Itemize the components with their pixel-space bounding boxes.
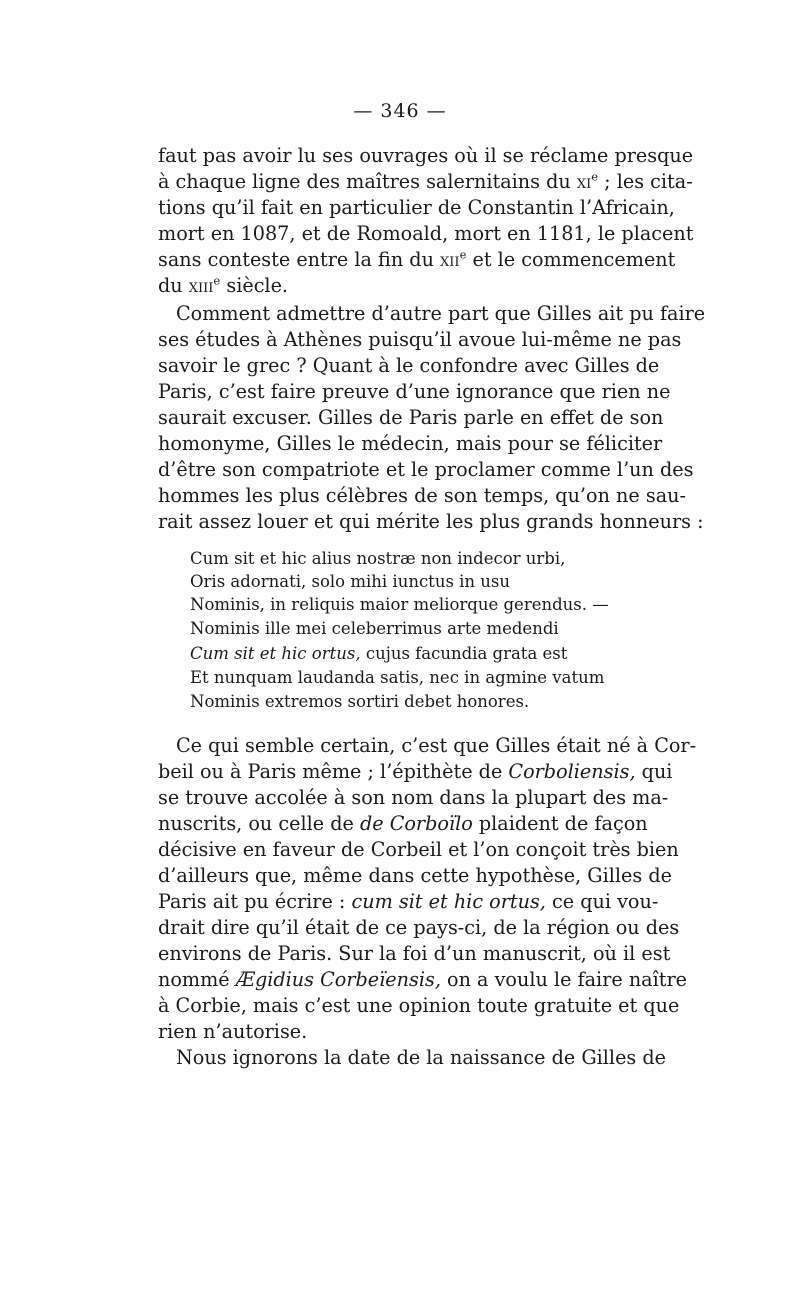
- text-line: saurait excuser. Gilles de Paris parle en effet de son: [158, 406, 664, 429]
- text-fragment: beil ou à Paris même ; l’épithète de: [158, 760, 509, 783]
- text-line: Paris, c’est faire preuve d’une ignorance que rien ne: [158, 380, 671, 403]
- superscript: e: [591, 169, 599, 184]
- verse-line: Nominis, in reliquis maior meliorque gerendus. —: [190, 595, 609, 614]
- text-line: se trouve accolée à son nom dans la plupart des ma-: [158, 786, 669, 809]
- italic-text: Corboliensis,: [508, 760, 636, 783]
- text-line: savoir le grec ? Quant à le confondre avec Gilles de: [158, 354, 660, 377]
- text-line: Ce qui semble certain, c’est que Gilles était né à Cor-: [176, 734, 697, 757]
- text-line: [158, 169, 693, 194]
- text-line: environs de Paris. Sur la foi d’un manuscrit, où il est: [158, 942, 671, 965]
- italic-text: de Corboïlo: [359, 812, 473, 835]
- italic-text: Ægidius Corbeïensis,: [235, 968, 441, 991]
- verse-line: Oris adornati, solo mihi iunctus in usu: [190, 572, 511, 591]
- text-line: [158, 811, 646, 836]
- text-line: d’être son compatriote et le proclamer comme l’un des: [158, 458, 694, 481]
- text-fragment: ; les cita-: [598, 170, 693, 193]
- text-fragment: sans conteste entre la fin du: [158, 248, 441, 271]
- text-line: ses études à Athènes puisqu’il avoue lui-même ne pas: [158, 328, 682, 351]
- verse-line: [190, 643, 567, 665]
- superscript: e: [459, 247, 467, 262]
- text-fragment: Paris ait pu écrire :: [158, 890, 352, 913]
- text-line: Nous ignorons la date de la naissance de Gilles de: [176, 1046, 667, 1069]
- text-fragment: qui: [635, 760, 673, 783]
- verse-line: Nominis extremos sortiri debet honores.: [190, 692, 530, 711]
- text-fragment: nuscrits, ou celle de: [158, 812, 360, 835]
- text-line: homonyme, Gilles le médecin, mais pour se féliciter: [158, 432, 663, 455]
- text-fragment: cujus facundia grata est: [360, 644, 568, 663]
- text-line: rait assez louer et qui mérite les plus grands honneurs :: [158, 510, 704, 533]
- text-line: à Corbie, mais c’est une opinion toute gratuite et que: [158, 994, 680, 1017]
- text-fragment: on a voulu le faire naître: [440, 968, 687, 991]
- text-fragment: et le commencement: [466, 248, 676, 271]
- text-line: rien n’autorise.: [158, 1020, 308, 1043]
- page-number: — 346 —: [353, 100, 447, 122]
- text-line: [158, 247, 676, 272]
- text-line: [158, 759, 673, 784]
- text-fragment: à chaque ligne des maîtres salernitains du: [158, 170, 577, 193]
- verse-line: Nominis ille mei celeberrimus arte medendi: [190, 619, 559, 638]
- text-line: Comment admettre d’autre part que Gilles ait pu faire: [176, 302, 706, 325]
- text-line: [158, 967, 687, 992]
- text-line: [158, 889, 659, 914]
- italic-text: cum sit et hic ortus,: [351, 890, 546, 913]
- verse-line: Cum sit et hic alius nostræ non indecor urbi,: [190, 549, 566, 568]
- text-fragment: siècle.: [220, 274, 289, 297]
- roman-numeral: xi: [576, 170, 592, 193]
- roman-numeral: xii: [440, 248, 460, 271]
- text-line: drait dire qu’il était de ce pays-ci, de la région ou des: [158, 916, 680, 939]
- text-line: mort en 1087, et de Romoald, mort en 1181, le placent: [158, 222, 694, 245]
- text-fragment: nommé: [158, 968, 236, 991]
- text-line: tions qu’il fait en particulier de Constantin l’Africain,: [158, 196, 675, 219]
- roman-numeral: xiii: [188, 274, 214, 297]
- text-line: d’ailleurs que, même dans cette hypothèse, Gilles de: [158, 864, 672, 887]
- text-line: décisive en faveur de Corbeil et l’on conçoit très bien: [158, 838, 679, 861]
- superscript: e: [213, 273, 221, 288]
- italic-text: Cum sit et hic ortus,: [190, 644, 361, 663]
- text-fragment: ce qui vou-: [545, 890, 659, 913]
- verse-line: Et nunquam laudanda satis, nec in agmine vatum: [190, 668, 605, 687]
- text-line: [158, 273, 646, 298]
- text-fragment: du: [158, 274, 189, 297]
- text-line: faut pas avoir lu ses ouvrages où il se réclame presque: [158, 144, 694, 167]
- text-fragment: plaident de façon: [472, 812, 648, 835]
- text-line: hommes les plus célèbres de son temps, qu’on ne sau-: [158, 484, 686, 507]
